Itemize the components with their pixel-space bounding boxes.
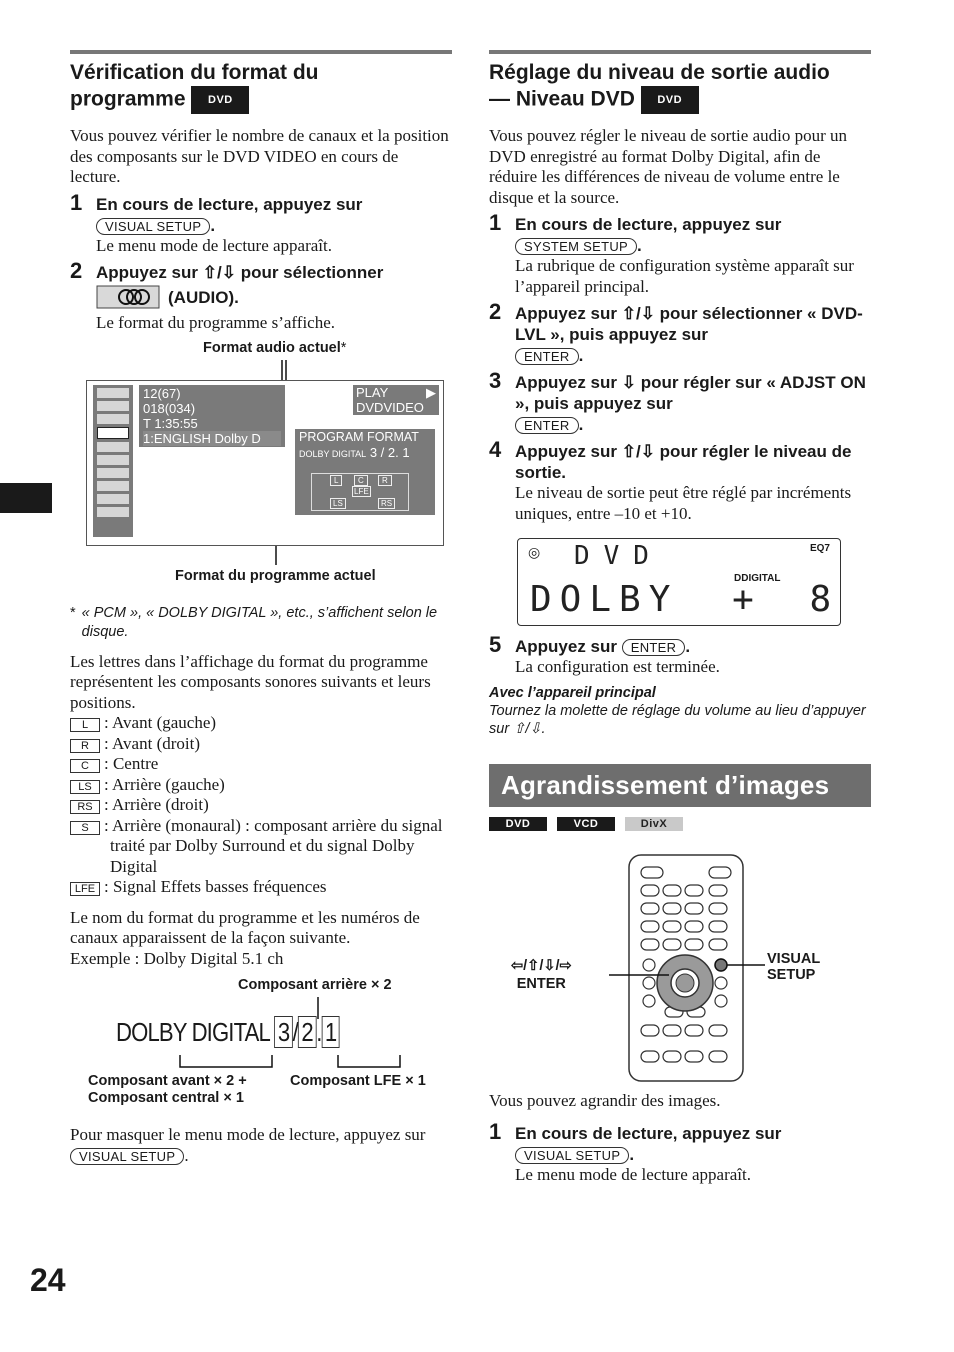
- system-setup-key: SYSTEM SETUP: [515, 238, 637, 255]
- osd-screen: [86, 380, 444, 546]
- play-icon: ▶: [426, 384, 436, 400]
- step-3: 3 Appuyez sur ⇩ pour régler sur « ADJST ON », puis appuyez sur ENTER .: [489, 368, 866, 434]
- remote-diagram: [489, 837, 871, 1085]
- intro-text: Vous pouvez régler le niveau de sortie audio pour un DVD enregistré au format Dolby Digital, afin de réduire les différences de niveau de volume entre le disque et la source.: [489, 126, 848, 207]
- speaker-layout: [311, 473, 409, 511]
- section-rule: [489, 50, 871, 54]
- current-audio-format-label: Format audio actuel*: [203, 339, 347, 356]
- dvd-tag: DVD: [641, 86, 699, 114]
- dolby-digital-indicator: DDIGITAL: [734, 573, 781, 584]
- intro-text: Vous pouvez vérifier le nombre de canaux et la position des composants sur le DVD VIDEO en cours de lecture.: [70, 126, 449, 186]
- time-icon: [97, 414, 129, 424]
- legend-item: R : Avant (droit): [70, 734, 452, 755]
- visual-setup-key: VISUAL SETUP: [515, 1147, 629, 1164]
- section-title-output-level: Réglage du niveau de sortie audio — Niveau DVD DVD: [489, 60, 871, 114]
- disc-icon: [97, 388, 129, 398]
- program-format-box: PROGRAM FORMAT DOLBY DIGITAL 3 / 2. 1 L C R LFE LS RS: [295, 429, 435, 515]
- front-digit: 2: [298, 1016, 316, 1048]
- eq-indicator: EQ7: [809, 543, 830, 554]
- disc-indicator-icon: ◎: [528, 546, 541, 561]
- legend-item: L : Avant (gauche): [70, 713, 452, 734]
- audio-menu-icon: [96, 285, 160, 309]
- right-column: [489, 50, 871, 1192]
- legend-intro: Les lettres dans l’affichage du format du programme représentent les composants sonores suivants et leurs positions.: [70, 651, 431, 712]
- rear-digit: 3: [274, 1016, 292, 1048]
- front-component-label: Composant avant × 2 + Composant central × 1: [88, 1073, 247, 1106]
- arrows-enter-label: ⇦/⇧/⇩/⇨ ENTER: [511, 957, 572, 992]
- vcd-tag: VCD: [557, 817, 615, 831]
- step-4: 4 Appuyez sur ⇧/⇩ pour régler le niveau de sortie. Le niveau de sortie peut être réglé par incréments uniques, entre –10 et +10.: [489, 437, 852, 523]
- speaker-ls: LS: [330, 498, 346, 509]
- legend-item: LFE : Signal Effets basses fréquences: [70, 877, 452, 898]
- osd-icon-column: [93, 385, 133, 537]
- title-icon: [97, 401, 129, 411]
- lcd-line-2: DOLBY + 8: [530, 579, 840, 620]
- visual-setup-key: VISUAL SETUP: [96, 218, 210, 235]
- example-intro: Le nom du format du programme et les numéros de canaux apparaissent de la façon suivante.: [70, 907, 420, 947]
- lfe-digit: 1: [322, 1016, 340, 1048]
- speaker-rs: RS: [378, 498, 395, 509]
- example-line: Exemple : Dolby Digital 5.1 ch: [70, 948, 284, 968]
- step-1: 1 En cours de lecture, appuyez sur VISUAL SETUP . Le menu mode de lecture apparaît.: [70, 189, 363, 255]
- lcd-line-1: DVD: [574, 541, 663, 571]
- closing-text: Pour masquer le menu mode de lecture, appuyez sur VISUAL SETUP .: [70, 1125, 426, 1165]
- audio-icon: [97, 427, 129, 439]
- visual-setup-label: VISUAL SETUP: [767, 950, 821, 983]
- subtitle-icon: [97, 442, 129, 452]
- speaker-r: R: [378, 475, 392, 486]
- osd-info-box: 12(67) 018(034) T 1:35:55 1:ENGLISH Dolby D: [139, 385, 285, 447]
- speaker-c: C: [354, 475, 368, 486]
- section-banner-zoom: Agrandissement d’images: [489, 764, 871, 807]
- speaker-l: L: [330, 475, 342, 486]
- dvd-tag: DVD: [489, 817, 547, 831]
- format-tags: [489, 817, 871, 831]
- dvd-tag: DVD: [191, 86, 249, 114]
- enter-key: ENTER: [515, 348, 579, 365]
- page-number: 24: [30, 1262, 66, 1298]
- main-unit-note: Avec l’appareil principal Tournez la molette de réglage du volume au lieu d’appuyer sur ⇧/⇩.: [489, 684, 866, 737]
- step-2: 2 Appuyez sur ⇧/⇩ pour sélectionner « DVD-LVL », puis appuyez sur ENTER .: [489, 299, 863, 365]
- step-5: 5 Appuyez sur ENTER . La configuration est terminée.: [489, 632, 720, 676]
- speaker-lfe: LFE: [354, 486, 369, 496]
- up-down-arrows-icon: ⇧/⇩: [202, 263, 236, 282]
- legend-list: [70, 713, 452, 898]
- dolby-digital-format: DOLBY DIGITAL 3 / 2 . 1: [116, 1017, 340, 1048]
- step-1: 1 En cours de lecture, appuyez sur SYSTEM SETUP . La rubrique de configuration système apparaît sur l’appareil principal.: [489, 210, 854, 296]
- zoom-icon: [97, 468, 129, 478]
- divx-tag: DivX: [625, 817, 683, 831]
- legend-item: C : Centre: [70, 754, 452, 775]
- osd-diagram: [70, 340, 452, 602]
- section-rule: [70, 50, 452, 54]
- current-program-format-label: Format du programme actuel: [175, 567, 376, 584]
- visual-setup-key: VISUAL SETUP: [70, 1148, 184, 1165]
- section-title-format: Vérification du format du programme DVD: [70, 60, 452, 114]
- legend-item: S : Arrière (monaural) : composant arrière du signal traité par Dolby Surround et du signal Dolby Digital: [70, 816, 452, 878]
- unit-lcd-display: [517, 538, 841, 626]
- rear-component-label: Composant arrière × 2: [238, 977, 392, 993]
- format-example-diagram: [70, 975, 452, 1115]
- person-icon: [97, 507, 129, 517]
- lfe-component-label: Composant LFE × 1: [290, 1073, 426, 1089]
- section-tab-marker: [0, 483, 52, 513]
- enter-key: ENTER: [515, 417, 579, 434]
- enter-key: ENTER: [622, 639, 686, 656]
- angle-icon: [97, 455, 129, 465]
- left-column: [70, 50, 452, 1172]
- legend-item: RS : Arrière (droit): [70, 795, 452, 816]
- legend-item: LS : Arrière (gauche): [70, 775, 452, 796]
- setup-icon: [97, 494, 129, 504]
- repeat-icon: [97, 481, 129, 491]
- zoom-step-1: 1 En cours de lecture, appuyez sur VISUAL SETUP . Le menu mode de lecture apparaît.: [489, 1119, 782, 1184]
- footnote: * « PCM », « DOLBY DIGITAL », etc., s’affichent selon le disque.: [70, 604, 438, 640]
- osd-play-status: PLAY ▶ DVDVIDEO: [353, 385, 439, 415]
- zoom-intro: Vous pouvez agrandir des images.: [489, 1090, 721, 1110]
- step-2: 2 Appuyez sur ⇧/⇩ pour sélectionner (AUDIO). Le format du programme s’affiche.: [70, 258, 384, 332]
